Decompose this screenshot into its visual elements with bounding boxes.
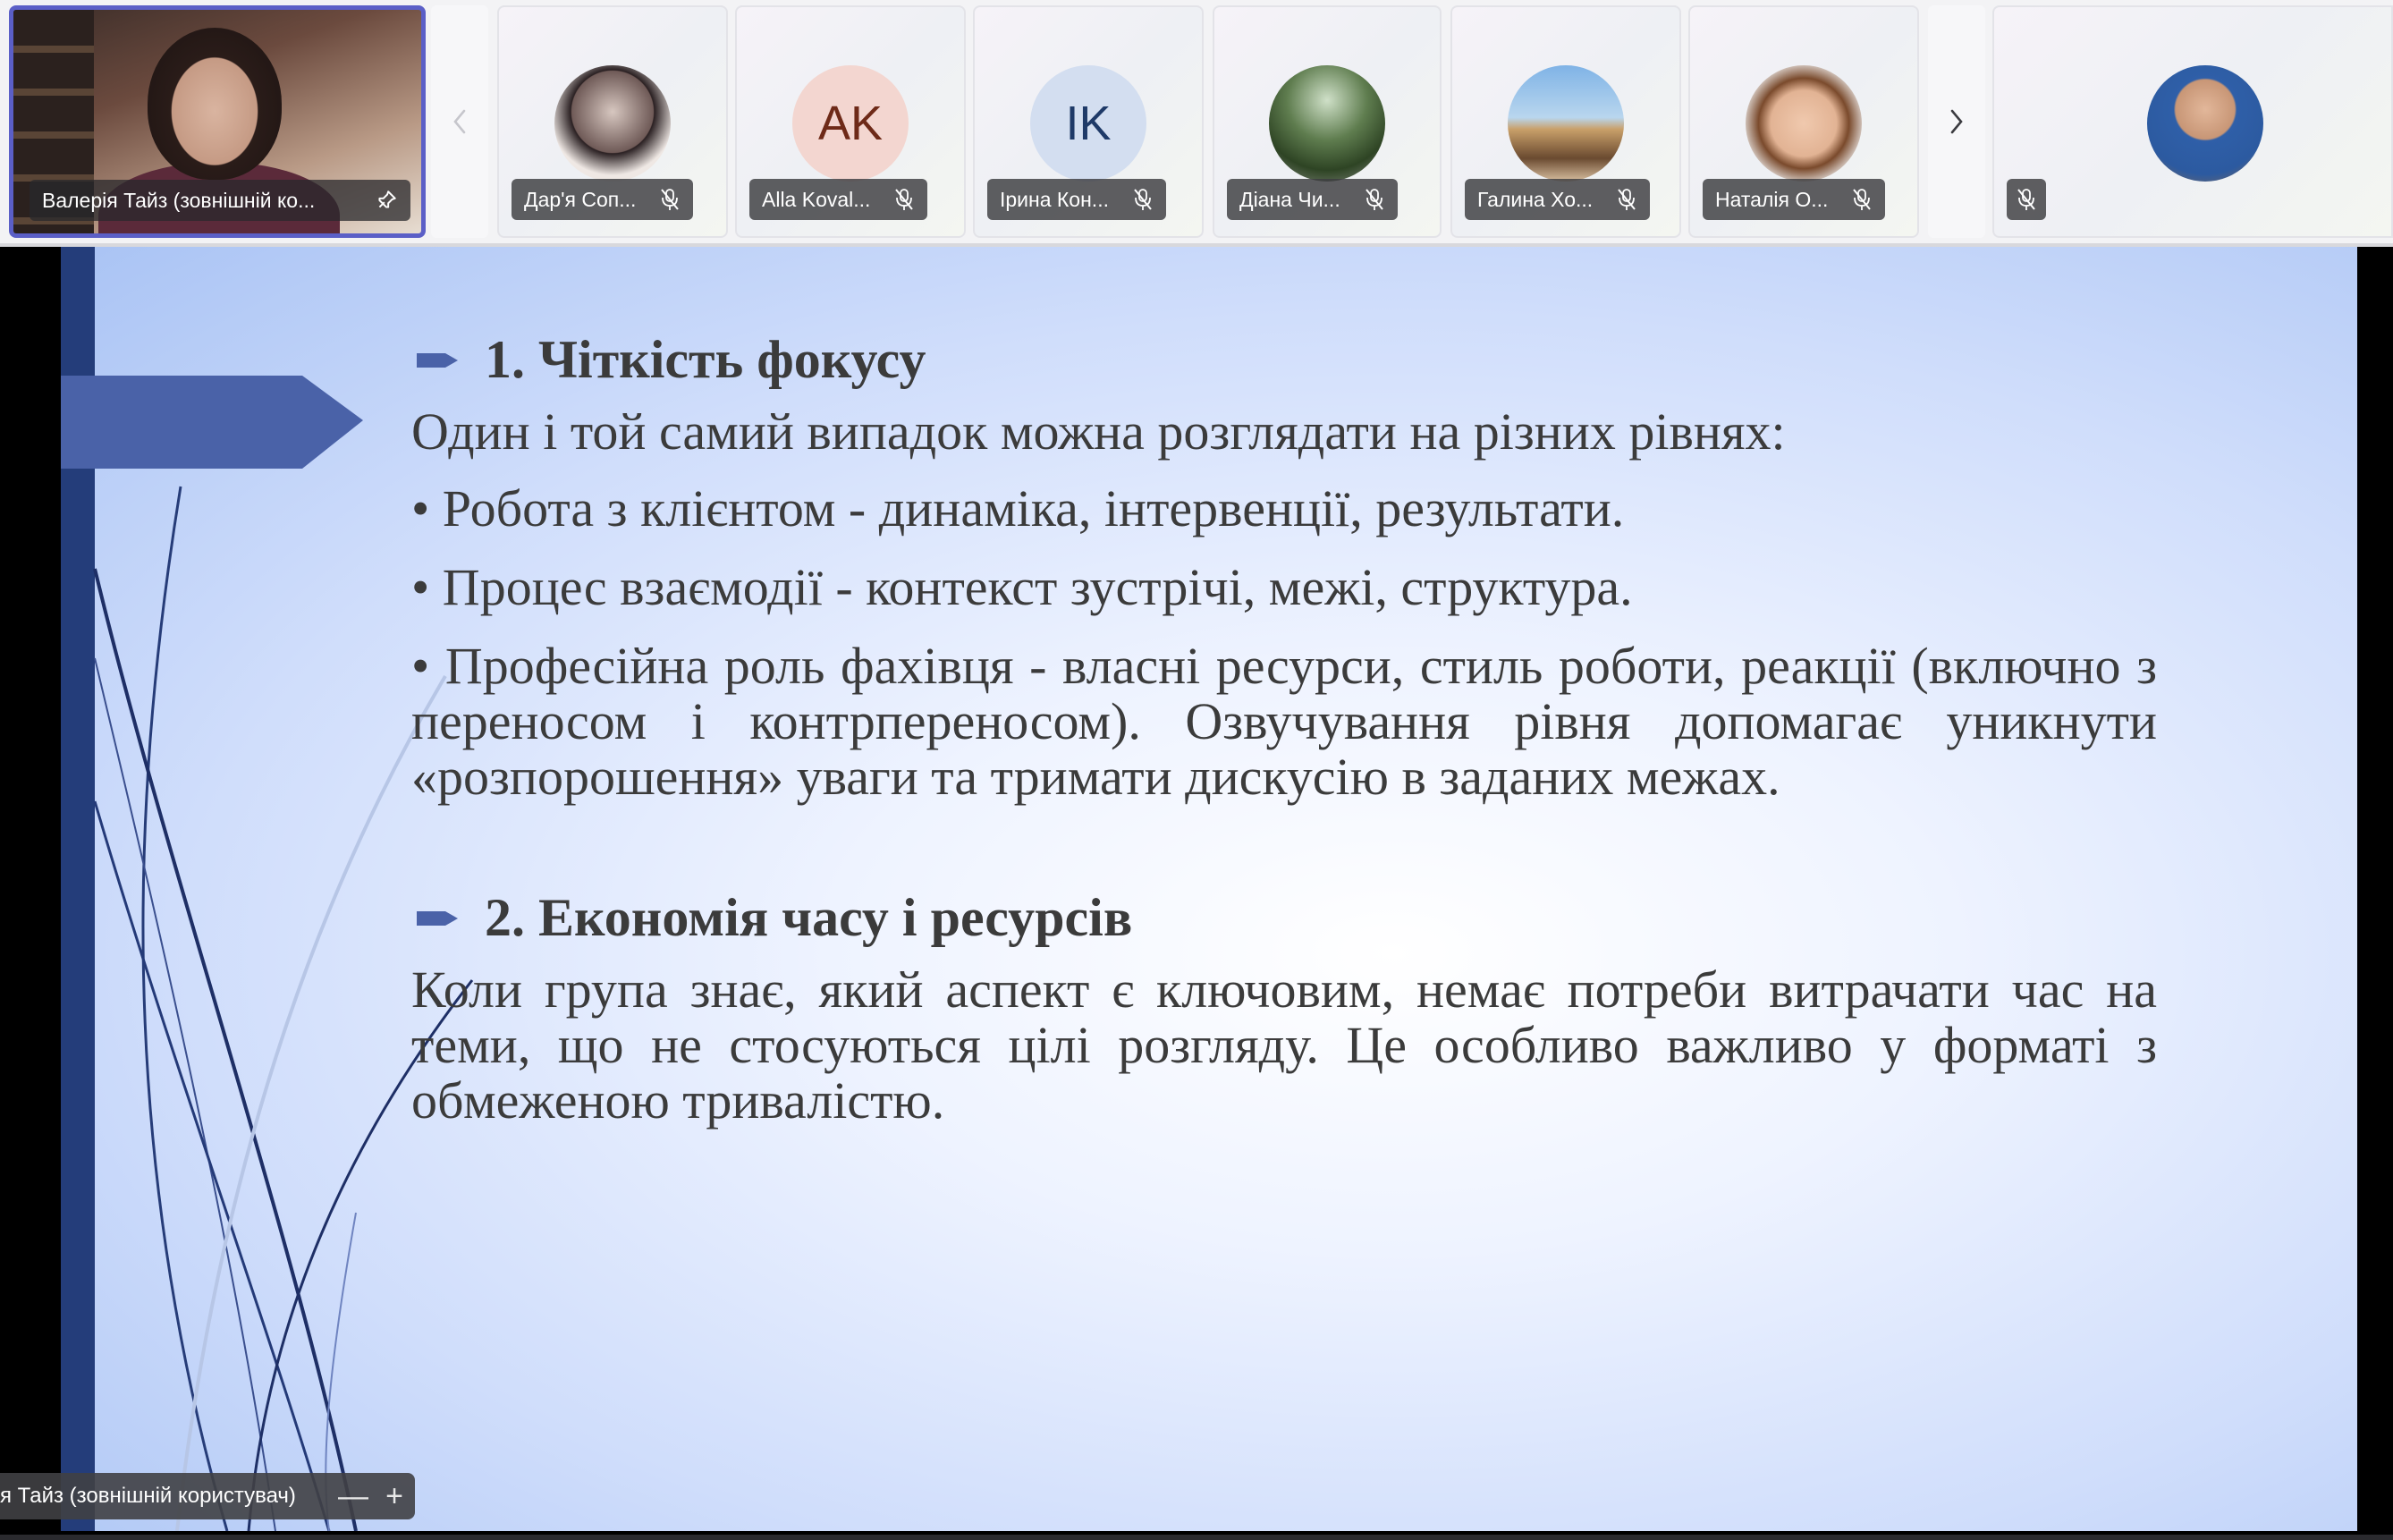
heading-text: 1. Чіткість фокусу (485, 330, 926, 389)
participant-name-pill (512, 179, 693, 220)
participant-name: Наталія О... (1715, 187, 1829, 211)
avatar (1746, 65, 1862, 182)
strip-next-button[interactable] (1928, 5, 1985, 238)
presenter-share-bar (0, 1473, 415, 1519)
participant-strip (0, 0, 2393, 243)
screen-share-area (0, 247, 2393, 1535)
participant-tile[interactable] (1688, 5, 1919, 238)
participant-tile[interactable] (735, 5, 966, 238)
avatar (1508, 65, 1624, 182)
chevron-left-icon (450, 106, 469, 137)
slide-heading-2 (415, 887, 1132, 949)
participant-tile-presenter[interactable] (9, 5, 426, 238)
participant-tile[interactable] (973, 5, 1204, 238)
slide-intro: Один і той самий випадок можна розглядати на різних рівнях: (411, 402, 1786, 461)
participant-name-pill (987, 179, 1166, 220)
presentation-slide (61, 247, 2357, 1531)
participant-name-pill (1703, 179, 1885, 220)
participant-tile[interactable] (1992, 5, 2393, 238)
avatar (2147, 65, 2263, 182)
avatar (792, 65, 909, 182)
slide-title-arrow (61, 376, 363, 469)
slide-paragraph-2: Коли група знає, який аспект є ключовим, немає потреби витрачати час на теми, що не стосуються цілі розгляду. Це особливо важливо у форматі з обмеженою тривалістю. (411, 960, 2157, 1130)
participant-tile[interactable] (497, 5, 728, 238)
participant-name-pill (2007, 179, 2046, 220)
participant-name: Діана Чи... (1239, 187, 1340, 211)
avatar (1030, 65, 1146, 182)
presenter-video-face (148, 28, 282, 180)
participant-name-pill (30, 180, 410, 221)
arrow-bullet-icon (415, 346, 460, 375)
avatar-initials: IK (1065, 97, 1112, 150)
mic-off-icon (893, 187, 915, 212)
participant-name-pill (749, 179, 927, 220)
participant-name: Alla Koval... (762, 187, 871, 211)
bottom-edge (0, 1535, 2393, 1540)
mic-off-icon (659, 187, 681, 212)
participant-name: Ірина Кон... (1000, 187, 1109, 211)
slide-curve (95, 658, 275, 1531)
participant-tile[interactable] (1450, 5, 1681, 238)
participant-tile[interactable] (1213, 5, 1442, 238)
slide-bullet-1: • Робота з клієнтом - динаміка, інтервенції, результати. (411, 479, 1625, 537)
pin-icon[interactable] (375, 189, 398, 212)
mic-off-icon (1851, 187, 1873, 212)
mic-off-icon (2016, 187, 2037, 212)
slide-bullet-3: • Професійна роль фахівця - власні ресурси, стиль роботи, реакції (включно з переносом і контрпереносом). Озвучування рівня допомагає уникнути «розпорошення» уваги та тримати дискусію в заданих межах. (411, 637, 2157, 806)
mic-off-icon (1616, 187, 1637, 212)
zoom-out-button[interactable]: — (338, 1478, 368, 1513)
participant-name-pill (1465, 179, 1650, 220)
slide-bullet-2: • Процес взаємодії - контекст зустрічі, межі, структура. (411, 558, 1633, 616)
avatar-initials: AK (817, 97, 884, 150)
slide-heading-1 (415, 329, 926, 391)
avatar (554, 65, 671, 182)
slide-curve (95, 569, 356, 1531)
slide-curve (95, 801, 329, 1531)
slide-curve (143, 487, 227, 1531)
chevron-right-icon (1947, 106, 1966, 137)
zoom-in-button[interactable]: + (385, 1478, 403, 1513)
presenter-name: я Тайз (зовнішній користувач) (0, 1484, 296, 1508)
mic-off-icon (1132, 187, 1154, 212)
avatar (1269, 65, 1385, 182)
slide-curve (177, 676, 445, 1531)
strip-prev-button[interactable] (431, 5, 488, 238)
heading-text: 2. Економія часу і ресурсів (485, 888, 1133, 947)
participant-name-pill (1227, 179, 1398, 220)
participant-name: Галина Хо... (1477, 187, 1594, 211)
participant-name: Дар'я Соп... (524, 187, 637, 211)
arrow-bullet-icon (415, 904, 460, 933)
participant-name: Валерія Тайз (зовнішній ко... (42, 188, 316, 212)
mic-off-icon (1364, 187, 1385, 212)
